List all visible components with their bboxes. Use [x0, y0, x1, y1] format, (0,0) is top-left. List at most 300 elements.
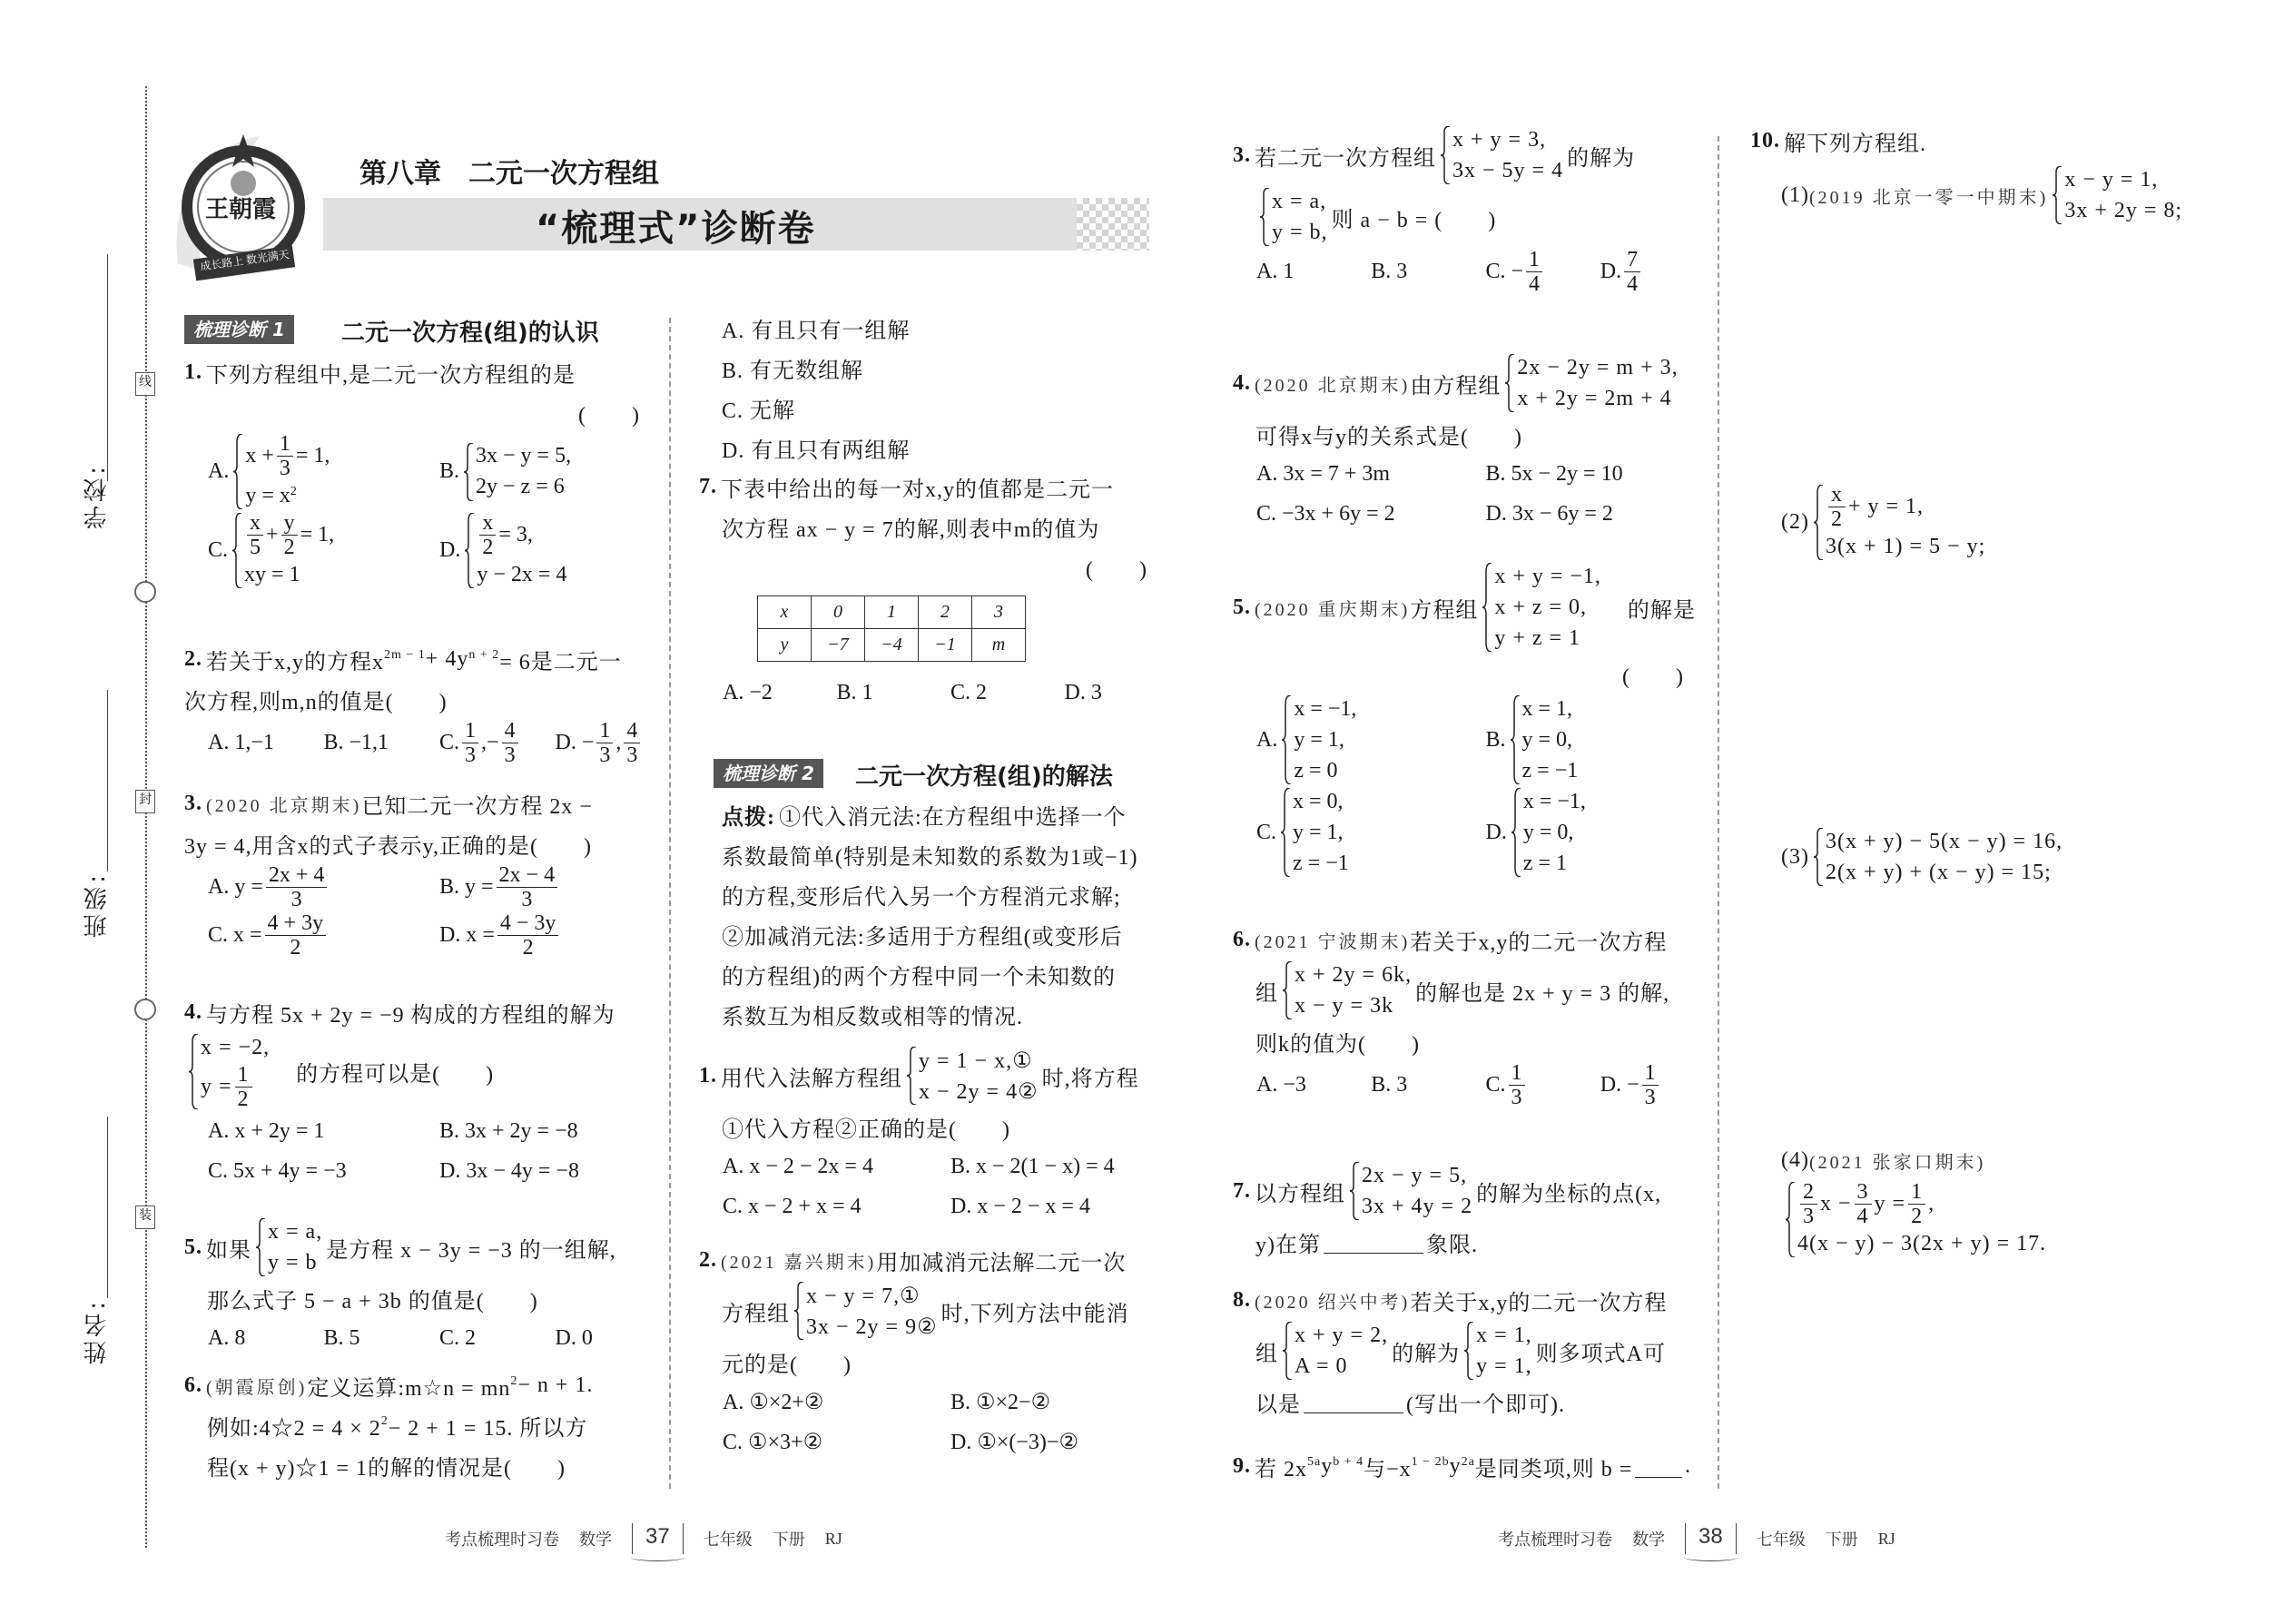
denominator: 2: [1830, 507, 1843, 531]
equation-system: [232, 432, 330, 511]
denominator: 4: [1529, 272, 1541, 296]
text-run: D. 3: [1064, 680, 1102, 704]
text-run: 用代入法解方程组: [721, 1067, 902, 1091]
equation-system: [1813, 483, 1985, 562]
denominator: 2: [290, 936, 301, 960]
text-line: [1233, 1021, 1691, 1061]
denominator: 3: [1644, 1086, 1656, 1109]
text-run: [1233, 202, 1255, 233]
equation-system: [1282, 960, 1412, 1021]
section2-question-2: [699, 1240, 1155, 1462]
section-title: 二元一次方程(组)的解法: [855, 763, 1113, 791]
text-run: ,: [1928, 1192, 1935, 1216]
denominator: 3: [599, 743, 611, 767]
question-3: [184, 783, 647, 960]
text-run: 下列方程组中,是二元一次方程组的是: [206, 363, 576, 388]
denominator: 3: [1511, 1086, 1522, 1109]
brace-icon: [464, 513, 475, 588]
text-run: B. 有无数组解: [722, 359, 864, 383]
numerator: 1: [1908, 1180, 1925, 1205]
school-label: 学校:: [84, 463, 111, 529]
fraction: [596, 719, 613, 767]
equation-line: [1826, 483, 1985, 531]
superscript: n + 2: [468, 648, 500, 662]
fraction: [265, 911, 327, 960]
text-run: + y = 1,: [1847, 495, 1925, 518]
question-number: 4.: [184, 999, 202, 1024]
text-run: A. 有且只有一组解: [722, 319, 911, 343]
name-line-school: [107, 254, 108, 481]
question-10-part-1: [1781, 164, 2208, 226]
equation-line: [1523, 786, 1586, 817]
section2-question-1: [699, 1045, 1155, 1226]
section-tag: 梳理诊断 1: [184, 315, 294, 344]
equation-line: [244, 559, 334, 590]
equation-line: [2064, 164, 2182, 195]
equation-line: [1494, 623, 1601, 654]
text-run: 的方程组)的两个方程中同一个未知数的: [722, 965, 1116, 989]
superscript: 2: [380, 1414, 389, 1428]
equation-line: [1293, 848, 1349, 879]
text-run: 3(x + 1) = 5 − y;: [1825, 534, 1986, 558]
option: [532, 1326, 648, 1351]
text-run: 次方程 ax − y = 7的解,则表中m的值为: [699, 517, 1100, 542]
text-run: x = −1,: [1294, 696, 1357, 721]
text-run: C.: [439, 731, 460, 754]
text-run: 解下列方程组.: [1784, 132, 1926, 156]
text-run: xy = 1: [244, 562, 300, 586]
fraction: [502, 719, 518, 767]
text-run: 时,下列方法中能消: [940, 1302, 1129, 1326]
question-8-right: [1233, 1280, 1691, 1422]
text-line: [184, 1032, 647, 1111]
options-row: [184, 719, 647, 767]
text-run: x + y = 3,: [1452, 127, 1547, 152]
text-run: x + 2y = 2m + 4: [1517, 386, 1672, 410]
text-run: 定义运算:m☆n = mn: [307, 1376, 511, 1401]
question-number: 5.: [1233, 595, 1251, 619]
tip-box: [722, 794, 1157, 1034]
text-run: A.: [208, 459, 230, 483]
text-run: C. 2: [439, 1325, 477, 1350]
numerator: 4 + 3y: [265, 911, 327, 936]
text-run: z = 0: [1294, 758, 1338, 782]
question-7-right: [1233, 1160, 1691, 1262]
numerator: 1: [462, 719, 478, 743]
option: [300, 731, 417, 755]
option: [1577, 248, 1691, 296]
fraction: [624, 719, 640, 767]
logo: [169, 127, 319, 281]
equation-system: [255, 1216, 322, 1278]
equation-line: [1522, 724, 1579, 755]
option: [699, 1195, 927, 1219]
text-line: [1233, 1160, 1691, 1222]
option: [184, 1326, 300, 1351]
text-line: [1233, 1320, 1691, 1382]
equation-line: [245, 480, 330, 511]
brace-icon: [2052, 166, 2063, 224]
table-cell: y: [758, 629, 812, 662]
text-line: [184, 639, 647, 679]
option: [1462, 462, 1692, 487]
equation-line: [477, 511, 566, 559]
question-5: [184, 1216, 647, 1358]
options-row: [1233, 454, 1691, 494]
text-run: 2(x + y) + (x − y) = 15;: [1825, 860, 2052, 884]
equation-line: [919, 1045, 1039, 1076]
text-run: B.: [1485, 727, 1506, 752]
text-run: 以方程组: [1255, 1182, 1345, 1206]
equation-line: [244, 511, 334, 559]
footer-subject: 数学: [579, 1530, 612, 1549]
brace-icon: [188, 1034, 199, 1109]
text-run: D.: [439, 538, 461, 562]
text-line: [699, 1045, 1155, 1107]
question-source: (2020 绍兴中考): [1255, 1292, 1411, 1313]
text-line: [722, 794, 1157, 834]
question-number: 2.: [184, 646, 202, 671]
footer-edition: RJ: [824, 1529, 842, 1548]
text-line: [699, 507, 1155, 546]
page-number: 37: [632, 1523, 684, 1554]
text-run: x + y = −1,: [1494, 564, 1601, 588]
denominator: 2: [522, 936, 534, 960]
question-4-right: [1233, 352, 1691, 534]
text-run: D. x − 2 − x = 4: [950, 1194, 1090, 1218]
text-line: [722, 428, 1157, 468]
brace-icon: [793, 1282, 804, 1340]
equation-line: [806, 1311, 938, 1342]
text-run: C. 2: [950, 680, 988, 704]
text-run: A.: [1256, 727, 1278, 752]
denominator: 3: [290, 888, 302, 911]
equation-line: [245, 432, 330, 480]
binding-hole-icon: [134, 581, 156, 603]
text-line: [699, 1342, 1155, 1382]
text-run: x + y = 2,: [1295, 1323, 1389, 1347]
numerator: 4 − 3y: [497, 911, 559, 936]
option: [699, 681, 813, 705]
column-divider: [669, 318, 671, 1489]
section-title: 二元一次方程(组)的认识: [341, 320, 599, 347]
equation-line: [1517, 383, 1678, 414]
numerator: 1: [1509, 1061, 1525, 1086]
question-number: 6.: [1233, 927, 1251, 951]
text-run: (2): [1781, 510, 1809, 534]
text-run: 的方程,变形后代入另一个方程消元求解;: [722, 885, 1121, 910]
answer-paren: ( ): [1622, 664, 1684, 689]
equation-system: [1440, 124, 1563, 186]
option: [532, 719, 648, 767]
text-run: 则k的值为( ): [1233, 1032, 1420, 1057]
equation-line: [1522, 755, 1579, 786]
options-row: [184, 432, 647, 511]
equation-line: [1826, 857, 2063, 888]
equation-line: [1476, 1351, 1532, 1382]
page-number: 38: [1685, 1523, 1737, 1554]
text-run: 的方程可以是( ): [273, 1063, 495, 1087]
option: [416, 911, 647, 960]
fraction: [235, 1063, 252, 1111]
text-run: x − 2y = 4②: [919, 1079, 1039, 1104]
text-run: 4(x − y) − 3(2x + y) = 17.: [1797, 1231, 2047, 1255]
text-run: (1): [1781, 182, 1809, 207]
equation-system: [1785, 1180, 2046, 1259]
option: [1233, 786, 1462, 879]
text-run: 次方程,则m,n的值是( ): [184, 690, 448, 714]
text-run: 则 a − b = ( ): [1331, 208, 1497, 232]
text-run: C. x − 2 + x = 4: [723, 1194, 861, 1218]
text-run: 与方程 5x + 2y = −9 构成的方程组的解为: [206, 1003, 615, 1028]
equation-system: [906, 1045, 1039, 1107]
text-run: A. −3: [1256, 1073, 1306, 1097]
option: [184, 731, 300, 755]
text-run: = 1,: [300, 523, 335, 546]
options-row: [184, 511, 647, 590]
text-run: 2x − 2y = m + 3,: [1517, 355, 1679, 379]
question-number: 2.: [699, 1247, 717, 1272]
text-run: y = b: [268, 1250, 318, 1275]
denominator: 3: [626, 743, 638, 767]
text-run: 若关于x,y的二元一次方程: [1410, 930, 1668, 955]
text-line: [1781, 1140, 2208, 1180]
brace-icon: [1440, 126, 1451, 184]
text-run: 系数最简单(特别是未知数的系数为1或−1): [722, 845, 1138, 870]
fraction: [277, 432, 293, 480]
brace-icon: [1510, 695, 1521, 784]
brace-icon: [1813, 485, 1824, 560]
text-run: y: [1449, 1453, 1462, 1478]
text-run: y + z = 1: [1494, 625, 1581, 650]
denominator: 3: [465, 743, 477, 767]
text-run: 如果: [206, 1238, 251, 1263]
fraction: [1624, 248, 1640, 296]
text-line: [184, 352, 647, 392]
text-run: x = a,: [1272, 189, 1327, 213]
brace-icon: [1280, 788, 1291, 877]
text-run: 若 2x: [1255, 1457, 1307, 1481]
text-run: A. ①×2+②: [723, 1390, 824, 1414]
brace-icon: [1482, 563, 1492, 652]
text-run: ①代入消元法:在方程组中选择一个: [779, 805, 1127, 830]
equation-line: [1294, 694, 1356, 724]
logo-text: 王朝霞: [205, 196, 277, 222]
text-run: B. 5: [323, 1325, 360, 1350]
option: [1347, 1073, 1462, 1097]
option: [699, 1429, 927, 1455]
text-run: y = 0,: [1521, 727, 1573, 752]
equation-line: [1272, 217, 1328, 248]
text-run: 3x − y = 5,: [476, 444, 572, 468]
text-line: [1233, 414, 1691, 454]
numerator: 2x − 4: [497, 863, 558, 888]
text-run: 2x − y = 5,: [1362, 1163, 1468, 1187]
question-number: 7.: [699, 474, 717, 498]
value-table: [757, 595, 1026, 662]
text-line: [184, 1405, 647, 1445]
option: [300, 1326, 417, 1351]
equation-line: [1295, 1320, 1388, 1351]
text-line: [1233, 186, 1691, 248]
text-run: (3): [1781, 844, 1809, 869]
options-row: [184, 1151, 647, 1191]
question-source: (2020 北京期末): [1255, 375, 1411, 396]
text-run: D.: [1600, 260, 1622, 283]
text-run: x − y = 7,①: [806, 1284, 921, 1308]
text-run: 3x − 2y = 9②: [806, 1314, 938, 1339]
question-10-part-4: [1781, 1140, 2208, 1259]
text-line: [1233, 1280, 1691, 1320]
option: [1233, 1073, 1347, 1097]
text-run: A = 0: [1295, 1353, 1348, 1378]
question-number: 10.: [1750, 128, 1780, 153]
text-run: 方程组: [1410, 598, 1479, 623]
footer-subject: 数学: [1632, 1530, 1665, 1549]
equation-line: [1523, 817, 1586, 848]
equation-line: [1272, 186, 1328, 217]
equation-system: [1511, 786, 1586, 879]
equation-line: [1362, 1160, 1472, 1191]
option: [927, 681, 1041, 705]
option: [1462, 248, 1577, 296]
superscript: 5a: [1307, 1455, 1322, 1469]
text-run: B. 5x − 2y = 10: [1485, 461, 1623, 486]
option: [1233, 694, 1462, 786]
equation-line: [201, 1063, 270, 1111]
text-run: 可得x与y的关系式是( ): [1233, 425, 1522, 449]
question-source: (2021 宁波期末): [1255, 931, 1411, 952]
text-run: C.: [1256, 820, 1277, 844]
fraction: [1642, 1061, 1659, 1109]
fraction: [1908, 1180, 1925, 1228]
equation-line: [476, 472, 571, 503]
equation-line: [477, 559, 566, 590]
text-run: +: [266, 523, 279, 546]
text-line: [699, 1107, 1155, 1147]
binding-hole-icon: [134, 999, 156, 1020]
text-run: B. 3: [1371, 1073, 1408, 1097]
text-run: y = 1,: [1293, 820, 1344, 844]
text-line: [722, 834, 1157, 874]
text-line: [1233, 561, 1696, 654]
text-run: B. −1,1: [323, 731, 389, 754]
text-run: ,: [615, 731, 622, 754]
question-source: (朝霞原创): [206, 1377, 308, 1398]
text-run: .: [1685, 1453, 1691, 1478]
equation-line: [268, 1216, 322, 1247]
footer-grade: 七年级: [703, 1530, 753, 1549]
option: [184, 1119, 416, 1144]
text-run: x + z = 0,: [1494, 595, 1588, 619]
text-run: 组: [1233, 981, 1278, 1006]
text-run: A. y =: [208, 875, 263, 899]
text-run: A. 1: [1256, 260, 1295, 283]
name-line-name: [107, 1117, 108, 1298]
fraction: [479, 511, 496, 559]
option: [1462, 786, 1692, 879]
table-row: [758, 629, 1026, 662]
binding-line: [145, 86, 147, 1548]
text-run: ①代入方程②正确的是( ): [699, 1117, 1010, 1142]
text-run: x = 1,: [1521, 696, 1573, 721]
equation-line: [2064, 195, 2182, 226]
numerator: 1: [277, 432, 293, 457]
text-run: 那么式子 5 − a + 3b 的值是( ): [184, 1289, 538, 1314]
text-run: 系数互为相反数或相等的情况.: [722, 1005, 1023, 1029]
footer-grade: 七年级: [1756, 1530, 1806, 1549]
equation-system: [231, 511, 334, 590]
question-number: 6.: [184, 1373, 202, 1397]
denominator: 4: [1856, 1205, 1869, 1228]
text-run: B. 3: [1371, 260, 1408, 283]
question-6: [184, 1365, 647, 1485]
text-line: [722, 348, 1157, 388]
name-label: 姓名:: [84, 1298, 111, 1364]
banner-title: “梳理式”诊断卷: [536, 208, 816, 250]
text-run: 下表中给出的每一对x,y的值都是二元一: [721, 477, 1114, 502]
numerator: 2: [1800, 1180, 1817, 1205]
options-row: [184, 1111, 647, 1151]
option: [184, 432, 416, 511]
brace-icon: [1504, 354, 1515, 412]
answer-paren: ( ): [1086, 557, 1147, 582]
footer-series: 考点梳理时习卷: [445, 1530, 559, 1549]
text-line: [1233, 1446, 1691, 1486]
equation-line: [1293, 786, 1349, 817]
table-cell: 0: [812, 596, 865, 629]
question-number: 1.: [699, 1063, 717, 1088]
answer-paren: ( ): [578, 403, 640, 428]
question-10-part-3: [1781, 826, 2208, 888]
equation-line: [1826, 826, 2063, 857]
denominator: 2: [237, 1088, 250, 1111]
equation-line: [1826, 531, 1985, 562]
text-line: [1233, 920, 1691, 960]
options-row: [699, 673, 1155, 713]
equation-line: [1494, 592, 1601, 623]
text-run: A. x − 2 − 2x = 4: [723, 1154, 873, 1178]
text-line: [184, 1445, 647, 1485]
text-run: x = −1,: [1522, 789, 1586, 813]
text-run: D. 0: [555, 1325, 593, 1350]
denominator: 4: [1627, 272, 1639, 296]
chapter-title: 第八章 二元一次方程组: [359, 158, 659, 190]
seal-bind-mark: 装: [135, 1206, 155, 1229]
text-line: [1750, 121, 2204, 161]
text-run: + 4y: [425, 646, 469, 671]
text-run: z = 1: [1522, 851, 1568, 875]
options-row: [699, 1147, 1155, 1186]
text-line: [1233, 1222, 1691, 1262]
text-run: x = 1,: [1476, 1323, 1532, 1347]
text-run: 是方程 x − 3y = −3 的一组解,: [326, 1238, 616, 1263]
text-run: y)在第: [1233, 1233, 1321, 1257]
table-cell: 3: [972, 596, 1026, 629]
brace-icon: [255, 1218, 266, 1276]
text-run: 由方程组: [1410, 374, 1501, 399]
table-cell: −4: [865, 629, 919, 662]
equation-system: [1349, 1160, 1472, 1222]
text-run: D. −: [555, 731, 595, 754]
equation-line: [919, 1076, 1039, 1107]
text-line: [184, 679, 647, 719]
question-number: 7.: [1233, 1178, 1251, 1203]
numerator: x: [1828, 483, 1846, 507]
brace-icon: [1259, 188, 1270, 246]
option: [927, 1155, 1155, 1179]
text-run: 与−x: [1364, 1457, 1412, 1481]
